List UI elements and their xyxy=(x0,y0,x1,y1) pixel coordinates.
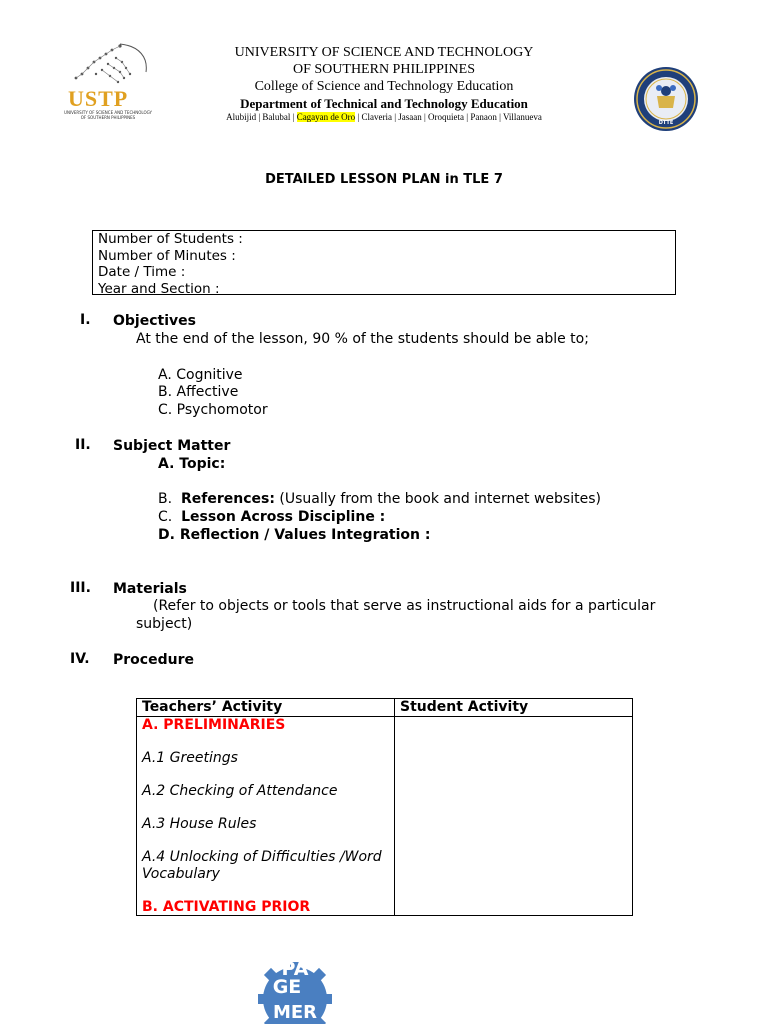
objectives-number: I. xyxy=(80,312,91,328)
teachers-activity-header: Teachers’ Activity xyxy=(137,699,395,717)
discipline-prefix: C. xyxy=(158,509,173,525)
student-activity-cell xyxy=(395,717,633,916)
table-row xyxy=(137,717,633,916)
student-activity-header: Student Activity xyxy=(395,699,633,717)
document-title: DETAILED LESSON PLAN in TLE 7 xyxy=(265,172,503,187)
college-name: College of Science and Technology Education xyxy=(254,79,514,94)
procedure-number: IV. xyxy=(70,651,90,667)
references-prefix: B. xyxy=(158,491,173,507)
unlocking-item-line2: Vocabulary xyxy=(142,865,220,882)
table-header-row xyxy=(137,699,633,717)
watermark-text-line2: GE xyxy=(272,976,302,998)
greetings-item: A.1 Greetings xyxy=(142,750,238,766)
watermark-text-line3: MER xyxy=(272,1002,318,1023)
year-section-field: Year and Section : xyxy=(98,280,220,297)
campus-highlight: Cagayan de Oro xyxy=(296,112,356,122)
number-of-students-field: Number of Students : xyxy=(98,231,243,247)
references-text: (Usually from the book and internet websites) xyxy=(274,491,601,507)
materials-heading: Materials xyxy=(113,581,187,597)
house-rules-item: A.3 House Rules xyxy=(142,816,257,832)
preliminaries-heading: A. PRELIMINARIES xyxy=(142,717,286,733)
references-line xyxy=(158,490,601,508)
unlocking-item-line1: A.4 Unlocking of Difficulties /Word xyxy=(142,849,382,865)
number-of-minutes-field: Number of Minutes : xyxy=(98,247,236,264)
materials-number: III. xyxy=(70,580,91,596)
class-info-box xyxy=(92,230,676,295)
reflection-label: D. Reflection / Values Integration : xyxy=(158,527,431,543)
attendance-item: A.2 Checking of Attendance xyxy=(142,783,338,799)
campus-list-after: | Claveria | Jasaan | Oroquieta | Panaon | Villanueva xyxy=(355,112,542,122)
watermark-badge xyxy=(256,960,334,1024)
objectives-intro: At the end of the lesson, 90 % of the students should be able to; xyxy=(136,331,589,347)
date-time-field: Date / Time : xyxy=(98,264,186,280)
activating-prior-heading: B. ACTIVATING PRIOR xyxy=(142,898,311,915)
discipline-label: Lesson Across Discipline : xyxy=(181,509,386,525)
department-name: Department of Technical and Technology Education xyxy=(240,96,528,111)
objective-item: C. Psychomotor xyxy=(158,402,268,418)
ustp-logo-text: USTP xyxy=(68,86,129,111)
teachers-activity-cell xyxy=(137,717,395,916)
campus-list xyxy=(0,112,768,122)
objectives-heading: Objectives xyxy=(113,313,196,329)
references-label: References: xyxy=(180,491,275,507)
ustp-logo-subtext: UNIVERSITY OF SCIENCE AND TECHNOLOGY OF SOUTHERN PHILIPPINES xyxy=(64,110,152,120)
objective-item: B. Affective xyxy=(158,384,239,400)
campus-list-before: Alubijid | Balubal | xyxy=(226,112,297,122)
topic-label: A. Topic: xyxy=(158,456,226,472)
discipline-line xyxy=(158,508,385,526)
university-name-line2: OF SOUTHERN PHILIPPINES xyxy=(292,62,476,77)
objective-item: A. Cognitive xyxy=(158,367,243,383)
watermark-text-line1: PA xyxy=(281,960,309,980)
seal-label: DTTE xyxy=(658,120,674,126)
subject-matter-heading: Subject Matter xyxy=(113,438,231,454)
procedure-table xyxy=(136,698,633,916)
materials-description-line2: subject) xyxy=(136,616,193,632)
university-name-line1: UNIVERSITY OF SCIENCE AND TECHNOLOGY xyxy=(234,45,534,60)
procedure-heading: Procedure xyxy=(113,652,194,668)
materials-description-line1: (Refer to objects or tools that serve as instructional aids for a particular xyxy=(153,598,656,614)
subject-matter-number: II. xyxy=(75,437,91,453)
